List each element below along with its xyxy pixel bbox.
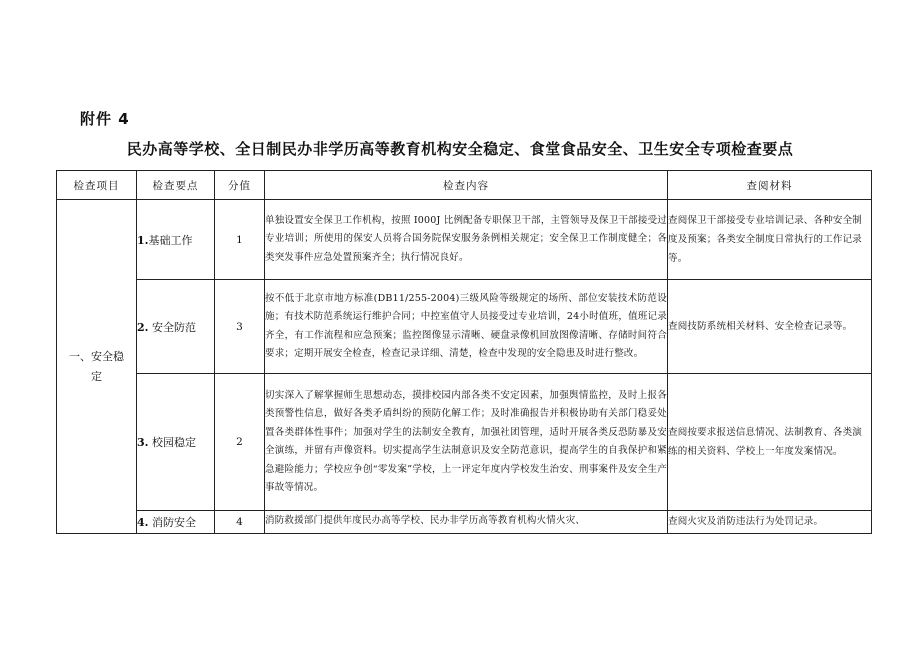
content-cell: 消防救援部门提供年度民办高等学校、民办非学历高等教育机构火情火灾、 <box>265 511 668 534</box>
material-cell: 查阅保卫干部接受专业培训记录、各种安全制度及预案；各类安全制度日常执行的工作记录等。 <box>668 200 872 280</box>
point-label: 校园稳定 <box>148 436 196 449</box>
header-score: 分值 <box>215 171 265 200</box>
point-cell <box>137 374 215 511</box>
inspection-table <box>56 170 872 534</box>
header-material: 查阅材料 <box>668 171 872 200</box>
point-cell <box>137 511 215 534</box>
point-cell <box>137 280 215 374</box>
material-cell: 查阅火灾及消防违法行为处罚记录。 <box>668 511 872 534</box>
point-number: 2. <box>137 320 149 334</box>
header-item: 检查项目 <box>57 171 137 200</box>
content-cell: 单独设置安全保卫工作机构，按照 I000J 比例配备专职保卫干部，主管领导及保卫干部接受过专业培训；所使用的保安人员将合国务院保安服务条例相关规定；安全保卫工作制度健全；各类突发事件应急处置预案齐全；执行情况良好。 <box>265 200 668 280</box>
point-cell <box>137 200 215 280</box>
point-number: 1. <box>137 233 149 247</box>
point-label: 安全防范 <box>148 320 196 334</box>
point-number: 3. <box>137 436 149 449</box>
score-cell: 1 <box>215 200 265 280</box>
header-point: 检查要点 <box>137 171 215 200</box>
point-label: 基础工作 <box>148 233 193 247</box>
category-label: 一、安全稳定 <box>69 349 124 383</box>
table-row <box>57 374 872 511</box>
point-label: 消防安全 <box>148 516 196 529</box>
document-title: 民办高等学校、全日制民办非学历高等教育机构安全稳定、食堂食品安全、卫生安全专项检查要点 <box>126 140 794 158</box>
table-row <box>57 280 872 374</box>
material-cell: 查阅技防系统相关材料、安全检查记录等。 <box>668 280 872 374</box>
score-cell: 3 <box>215 280 265 374</box>
table-row <box>57 511 872 534</box>
table-row <box>57 200 872 280</box>
table-header-row <box>57 171 872 200</box>
content-cell: 按不低于北京市地方标准(DB11/255-2004)三级风险等级规定的场所、部位安装技术防范设施；有技术防范系统运行维护合同；中控室值守人员接受过专业培训，24小时值班，值班记录齐全，有工作流程和应急预案；监控图像显示清晰、硬盘录像机回放图像清晰、存储时间符合要求；定期开展安全检查，检查记录详细、清楚，检查中发现的安全隐患及时进行整改。 <box>265 280 668 374</box>
material-cell: 查阅按要求报送信息情况、法制教育、各类演练的相关资料、学校上一年度发案情况。 <box>668 374 872 511</box>
point-number: 4. <box>137 516 149 529</box>
category-cell <box>57 200 137 534</box>
score-cell: 2 <box>215 374 265 511</box>
content-cell: 切实深入了解掌握师生思想动态，摸排校园内部各类不安定因素，加强舆情监控，及时上报各类预警性信息，做好各类矛盾纠纷的预防化解工作；及时准确报告并积极协助有关部门稳妥处置各类群体性事件；加强对学生的法制安全教育，加强社团管理，适时开展各类反恐防暴及安全演练，并留有声像资料。切实提高学生法制意识及安全防范意识，提高学生的自我保护和紧急避险能力；学校应争创“零发案”学校，上一评定年度内学校发生治安、刑事案件及安全生产事故等情况。 <box>265 374 668 511</box>
score-cell: 4 <box>215 511 265 534</box>
header-content: 检查内容 <box>265 171 668 200</box>
attachment-label: 附件 4 <box>80 110 130 128</box>
